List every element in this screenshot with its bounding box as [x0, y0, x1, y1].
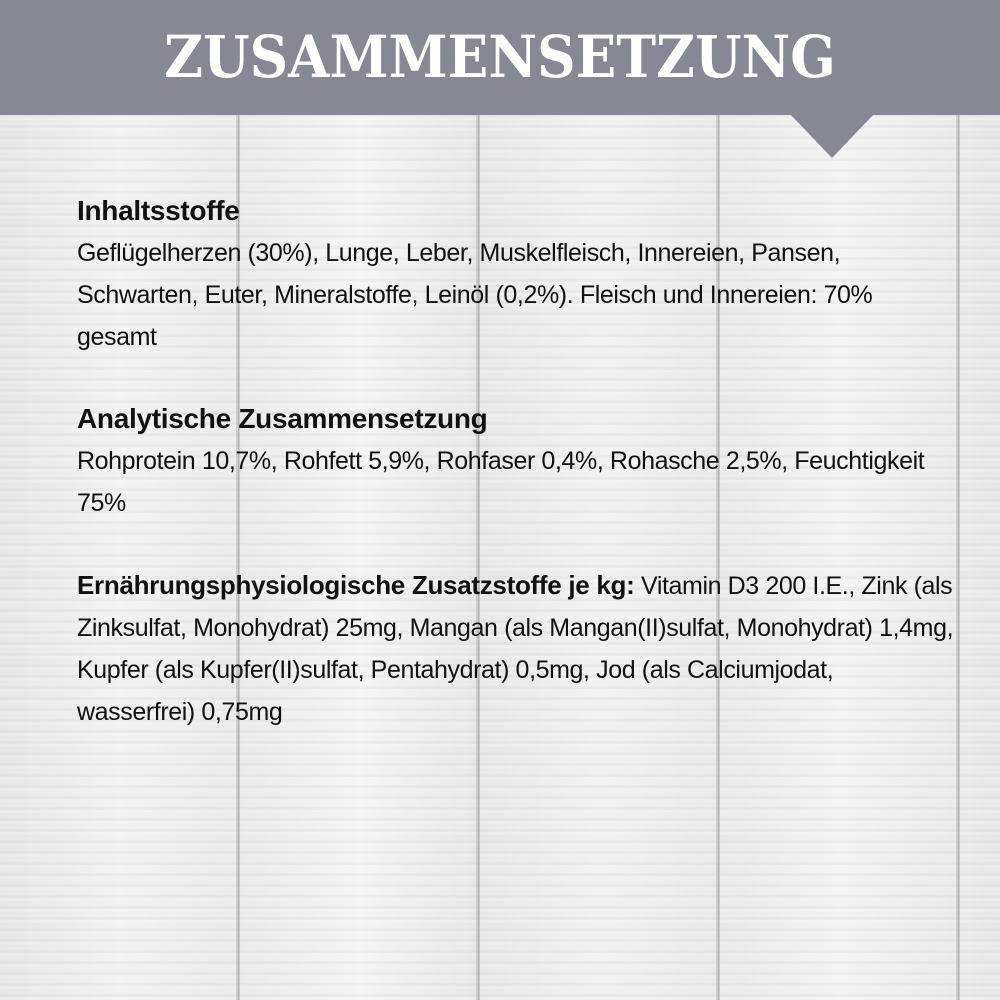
ingredients-heading: Inhaltsstoffe: [77, 195, 240, 226]
additives-section: [77, 564, 957, 733]
additives-text: Vitamin D3 200 I.E., Zink (als Zinksulfat, Monohydrat) 25mg, Mangan (als Mangan(II)sulfat, Monohydrat) 1,4mg, Kupfer (als Kupfer(II)sulfat, Pentahydrat) 0,5mg, Jod (als Calciumjodat, wasserfrei) 0,75mg: [77, 572, 954, 726]
composition-content: [77, 190, 957, 773]
analytical-section: [77, 398, 957, 524]
analytical-heading: Analytische Zusammensetzung: [77, 403, 488, 434]
header-notch: [790, 114, 874, 158]
page-title: ZUSAMMENSETZUNG: [164, 23, 836, 91]
ingredients-text: Geflügelherzen (30%), Lunge, Leber, Muskelfleisch, Innereien, Pansen, Schwarten, Euter, Mineralstoffe, Leinöl (0,2%). Fleisch und Innereien: 70% gesamt: [77, 239, 873, 351]
plank-divider: [958, 0, 960, 1000]
analytical-text: Rohprotein 10,7%, Rohfett 5,9%, Rohfaser 0,4%, Rohasche 2,5%, Feuchtigkeit 75%: [77, 447, 925, 517]
header-banner: [0, 0, 1000, 115]
additives-heading: Ernährungsphysiologische Zusatzstoffe je kg:: [77, 570, 635, 600]
ingredients-section: [77, 190, 957, 358]
additives-paragraph: [77, 564, 957, 733]
